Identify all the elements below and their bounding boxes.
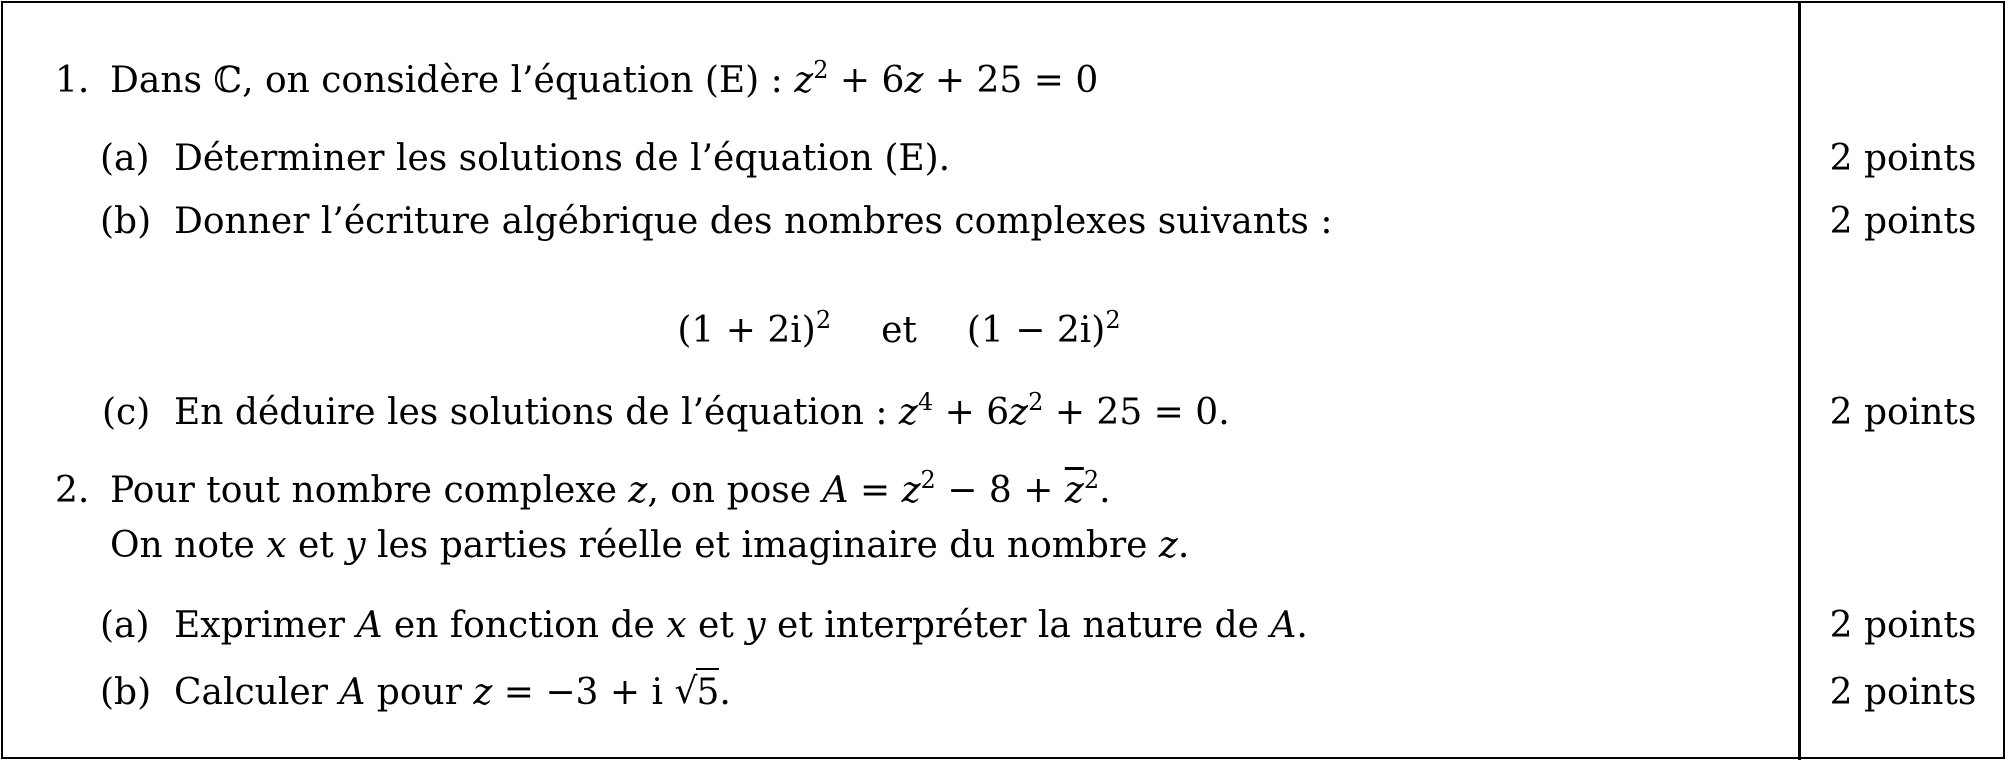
q1c-label: (c) bbox=[102, 392, 151, 433]
q2-l2-z: z bbox=[1158, 525, 1178, 566]
q2-l1-e2: 2 bbox=[1083, 466, 1100, 494]
q2a-t1: Exprimer bbox=[174, 605, 357, 646]
q1c-e1: 4 bbox=[917, 388, 934, 416]
q1-eq-tail: + 25 = 0 bbox=[923, 60, 1099, 101]
q2b-A: A bbox=[339, 672, 366, 713]
q2-l2-t2: et bbox=[286, 525, 346, 566]
q1c-z2: z bbox=[1009, 392, 1029, 433]
q2-l2-y: y bbox=[345, 525, 366, 566]
display-conj: et bbox=[881, 310, 917, 351]
q2a-A1: A bbox=[356, 605, 383, 646]
q2-line1 bbox=[110, 466, 1111, 513]
sqrt-symbol: √ bbox=[674, 671, 698, 712]
q2b-t4: . bbox=[719, 672, 731, 713]
q1-eq-z: z bbox=[794, 60, 814, 101]
q2a-t5: . bbox=[1296, 605, 1308, 646]
q1-eq-z2: z bbox=[904, 60, 924, 101]
q2-number: 2. bbox=[55, 470, 90, 511]
q1-statement bbox=[110, 56, 1099, 103]
display-right: (1 − 2i) bbox=[966, 310, 1106, 351]
q2-line2 bbox=[110, 524, 1189, 568]
display-exp1: 2 bbox=[815, 306, 832, 334]
q2a-t4: et interpréter la nature de bbox=[765, 605, 1271, 646]
q2b-t1: Calculer bbox=[174, 672, 340, 713]
q2a-label: (a) bbox=[100, 605, 150, 646]
q1c-text bbox=[174, 388, 1230, 435]
q2a-text bbox=[174, 604, 1308, 648]
q2a-x: x bbox=[666, 605, 687, 646]
q2-l1-t1: Pour tout nombre complexe bbox=[110, 470, 629, 511]
q2a-y: y bbox=[745, 605, 766, 646]
q1c-tail: + 25 = 0. bbox=[1043, 392, 1230, 433]
q1-intro: Dans ℂ, on considère l’équation (E) : bbox=[110, 60, 795, 101]
q2-l1-e1: 2 bbox=[920, 466, 936, 494]
points-column-divider bbox=[1798, 1, 1801, 760]
q2a-A2: A bbox=[1270, 605, 1297, 646]
q2b-text bbox=[174, 671, 731, 715]
q1a-text: Déterminer les solutions de l’équation (E). bbox=[174, 138, 951, 179]
q1c-points: 2 points bbox=[1829, 392, 1977, 433]
q2-l1-A: A bbox=[822, 470, 849, 511]
q1-number: 1. bbox=[55, 60, 90, 101]
sqrt-expression bbox=[674, 672, 719, 713]
q1c-z1: z bbox=[898, 392, 918, 433]
q1c-mid: + 6 bbox=[933, 392, 1010, 433]
q2-l1-t3: = bbox=[848, 470, 902, 511]
q1c-intro: En déduire les solutions de l’équation : bbox=[174, 392, 899, 433]
q2-l2-t4: . bbox=[1177, 525, 1190, 566]
q2b-t3: = −3 + i bbox=[492, 672, 675, 713]
q2-l1-t2: , on pose bbox=[647, 470, 823, 511]
q2-l2-t3: les parties réelle et imaginaire du nombre bbox=[365, 525, 1159, 566]
q1c-e2: 2 bbox=[1028, 388, 1044, 416]
q1b-label: (b) bbox=[100, 201, 152, 242]
q1-eq-rest: + 6 bbox=[828, 60, 905, 101]
q1b-points: 2 points bbox=[1829, 201, 1977, 242]
q1b-display-equation bbox=[0, 306, 1798, 353]
q2-l1-z: z bbox=[628, 470, 648, 511]
q2b-label: (b) bbox=[100, 672, 152, 713]
q2-l2-t1: On note bbox=[110, 525, 267, 566]
display-left: (1 + 2i) bbox=[677, 310, 816, 351]
q2-l1-zbar: $\overline{z}$ bbox=[1064, 470, 1084, 511]
q2a-t2: en fonction de bbox=[382, 605, 667, 646]
q2-l1-t4: − 8 + bbox=[935, 470, 1065, 511]
q1a-label: (a) bbox=[100, 138, 150, 179]
q1a-points: 2 points bbox=[1829, 138, 1977, 179]
q2b-z: z bbox=[473, 672, 493, 713]
q2a-t3: et bbox=[686, 605, 746, 646]
q2-l1-z1: z bbox=[901, 470, 921, 511]
q1b-text: Donner l’écriture algébrique des nombres complexes suivants : bbox=[174, 201, 1333, 242]
display-exp2: 2 bbox=[1105, 306, 1121, 334]
q2b-t2: pour bbox=[365, 672, 474, 713]
q2a-points: 2 points bbox=[1829, 605, 1977, 646]
q2-l1-t5: . bbox=[1099, 470, 1111, 511]
q1-eq-exp: 2 bbox=[813, 56, 829, 84]
q2b-points: 2 points bbox=[1829, 672, 1977, 713]
sqrt-radicand: 5 bbox=[696, 668, 719, 713]
q2-l2-x: x bbox=[266, 525, 287, 566]
